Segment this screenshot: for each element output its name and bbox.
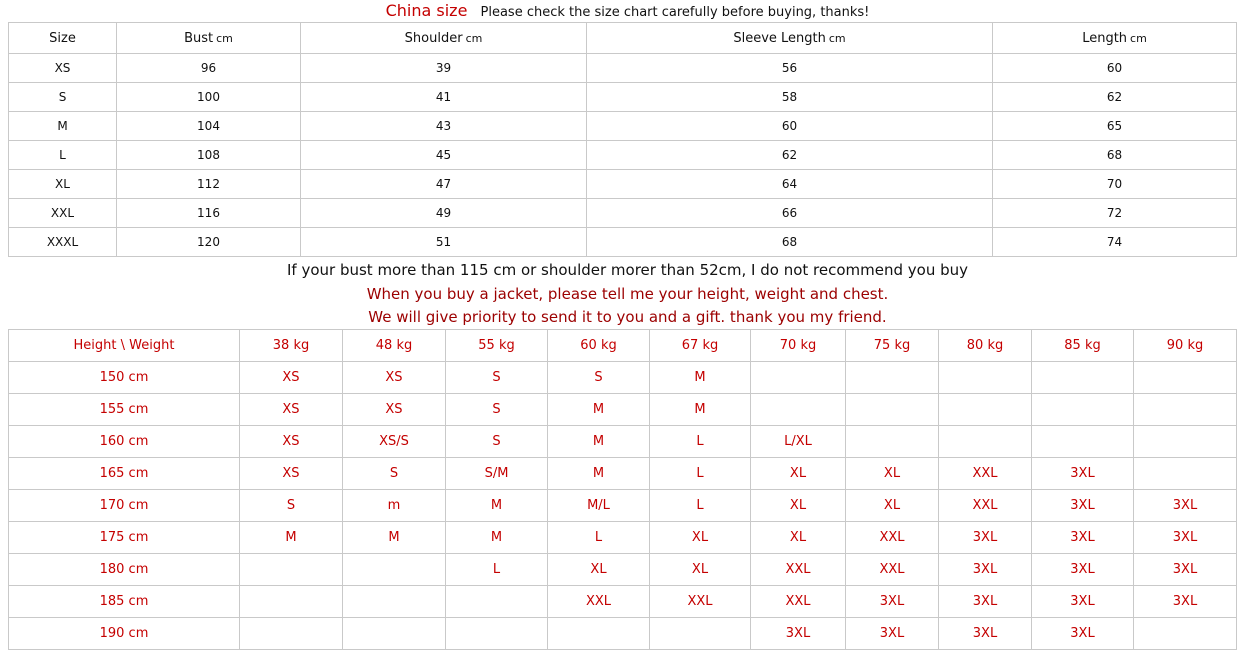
table-row — [9, 170, 1237, 199]
table-row — [9, 490, 1237, 522]
size-chart-header-cell — [301, 23, 587, 54]
size-cell — [1134, 362, 1237, 394]
table-cell: XXXL — [9, 228, 117, 257]
weight-header-cell: 80 kg — [939, 330, 1032, 362]
weight-header-cell: 85 kg — [1032, 330, 1134, 362]
size-cell — [751, 362, 846, 394]
weight-header-cell: 55 kg — [446, 330, 548, 362]
table-cell: 65 — [993, 112, 1237, 141]
size-cell — [1134, 394, 1237, 426]
table-row — [9, 83, 1237, 112]
size-cell — [240, 618, 343, 650]
size-cell: XS — [240, 458, 343, 490]
size-cell: 3XL — [939, 522, 1032, 554]
weight-header-cell: 70 kg — [751, 330, 846, 362]
table-cell: 100 — [117, 83, 301, 112]
size-cell: 3XL — [1134, 554, 1237, 586]
size-cell: XL — [751, 490, 846, 522]
table-row — [9, 522, 1237, 554]
table-cell: 41 — [301, 83, 587, 112]
height-cell: 185 cm — [9, 586, 240, 618]
header-unit: cm — [465, 31, 483, 45]
size-cell — [939, 426, 1032, 458]
table-cell: 56 — [587, 54, 993, 83]
table-row — [9, 426, 1237, 458]
size-cell: XL — [650, 522, 751, 554]
size-cell: m — [343, 490, 446, 522]
table-cell: 62 — [993, 83, 1237, 112]
size-cell: L — [446, 554, 548, 586]
weight-header-cell: 90 kg — [1134, 330, 1237, 362]
table-cell: 64 — [587, 170, 993, 199]
table-cell: 112 — [117, 170, 301, 199]
size-cell: 3XL — [939, 618, 1032, 650]
size-cell: XXL — [846, 554, 939, 586]
table-cell: XXL — [9, 199, 117, 228]
size-cell — [650, 618, 751, 650]
size-cell: M — [240, 522, 343, 554]
size-cell — [446, 618, 548, 650]
size-cell: M — [343, 522, 446, 554]
table-cell: 120 — [117, 228, 301, 257]
table-row — [9, 112, 1237, 141]
size-cell: XS — [240, 394, 343, 426]
size-cell: XS — [343, 362, 446, 394]
table-cell: XL — [9, 170, 117, 199]
size-cell: XXL — [548, 586, 650, 618]
size-cell: S — [446, 426, 548, 458]
table-cell: 43 — [301, 112, 587, 141]
size-cell: XL — [846, 458, 939, 490]
table-cell: 47 — [301, 170, 587, 199]
height-weight-corner: Height \ Weight — [9, 330, 240, 362]
table-cell: 45 — [301, 141, 587, 170]
height-cell: 165 cm — [9, 458, 240, 490]
size-cell — [846, 426, 939, 458]
size-cell: XXL — [939, 490, 1032, 522]
weight-header-row — [9, 330, 1237, 362]
size-cell — [751, 394, 846, 426]
table-row — [9, 54, 1237, 83]
size-cell: M — [446, 490, 548, 522]
header-label: Length — [1082, 30, 1128, 46]
table-row — [9, 141, 1237, 170]
weight-header-cell: 75 kg — [846, 330, 939, 362]
size-cell: XL — [751, 522, 846, 554]
size-cell — [1032, 394, 1134, 426]
size-cell — [1134, 426, 1237, 458]
size-cell: 3XL — [1032, 554, 1134, 586]
size-cell: 3XL — [846, 586, 939, 618]
table-cell: 62 — [587, 141, 993, 170]
size-chart-header-cell — [587, 23, 993, 54]
size-cell: 3XL — [1134, 490, 1237, 522]
table-cell: 60 — [587, 112, 993, 141]
size-chart-header-row — [9, 23, 1237, 54]
size-cell: XS — [240, 426, 343, 458]
height-cell: 180 cm — [9, 554, 240, 586]
size-cell: 3XL — [939, 586, 1032, 618]
table-cell: 70 — [993, 170, 1237, 199]
size-cell: S — [446, 394, 548, 426]
table-cell: 49 — [301, 199, 587, 228]
size-cell: XXL — [751, 554, 846, 586]
size-chart-header-cell — [993, 23, 1237, 54]
size-cell: L — [650, 426, 751, 458]
size-cell: XL — [846, 490, 939, 522]
size-cell: XL — [548, 554, 650, 586]
size-cell: 3XL — [1032, 618, 1134, 650]
priority-gift-text: We will give priority to send it to you and a gift. thank you my friend. — [368, 308, 887, 326]
table-cell: 72 — [993, 199, 1237, 228]
size-cell — [846, 394, 939, 426]
weight-header-cell: 60 kg — [548, 330, 650, 362]
header-unit: cm — [216, 31, 233, 45]
table-row — [9, 199, 1237, 228]
size-cell: XXL — [939, 458, 1032, 490]
size-cell — [548, 618, 650, 650]
size-cell: XXL — [650, 586, 751, 618]
size-cell: M — [548, 394, 650, 426]
size-cell: 3XL — [1134, 522, 1237, 554]
table-cell: 68 — [993, 141, 1237, 170]
table-cell: 39 — [301, 54, 587, 83]
table-row — [9, 362, 1237, 394]
height-cell: 170 cm — [9, 490, 240, 522]
size-cell: M — [650, 362, 751, 394]
header-unit: cm — [1130, 31, 1147, 45]
table-row — [9, 618, 1237, 650]
size-cell: S — [343, 458, 446, 490]
header-label: Size — [49, 30, 76, 46]
size-cell — [1032, 362, 1134, 394]
size-cell: S — [548, 362, 650, 394]
size-cell — [1134, 618, 1237, 650]
size-chart-heading — [0, 0, 1255, 22]
table-cell: S — [9, 83, 117, 112]
table-cell: L — [9, 141, 117, 170]
size-cell: XL — [751, 458, 846, 490]
height-cell: 175 cm — [9, 522, 240, 554]
size-cell: S — [240, 490, 343, 522]
size-cell: 3XL — [1032, 458, 1134, 490]
size-cell: M/L — [548, 490, 650, 522]
table-row — [9, 394, 1237, 426]
bust-warning-text: If your bust more than 115 cm or shoulder morer than 52cm, I do not recommend you buy — [286, 261, 969, 279]
size-cell: XS/S — [343, 426, 446, 458]
height-cell: 190 cm — [9, 618, 240, 650]
size-cell — [343, 618, 446, 650]
table-row — [9, 458, 1237, 490]
table-cell: 68 — [587, 228, 993, 257]
height-cell: 160 cm — [9, 426, 240, 458]
height-cell: 155 cm — [9, 394, 240, 426]
size-cell — [343, 586, 446, 618]
size-cell — [1134, 458, 1237, 490]
size-cell: M — [548, 426, 650, 458]
size-cell — [939, 362, 1032, 394]
size-cell: M — [446, 522, 548, 554]
size-cell: XS — [240, 362, 343, 394]
size-cell: L — [650, 490, 751, 522]
table-row — [9, 228, 1237, 257]
size-cell: 3XL — [1032, 490, 1134, 522]
table-cell: 66 — [587, 199, 993, 228]
header-label: Bust — [184, 30, 214, 46]
size-chart-table — [8, 22, 1237, 257]
size-cell: 3XL — [751, 618, 846, 650]
size-chart-note: Please check the size chart carefully before buying, thanks! — [480, 5, 870, 20]
table-cell: 51 — [301, 228, 587, 257]
table-cell: 116 — [117, 199, 301, 228]
table-row — [9, 586, 1237, 618]
size-cell: 3XL — [846, 618, 939, 650]
size-cell: 3XL — [1032, 522, 1134, 554]
size-cell: L — [650, 458, 751, 490]
height-weight-table — [8, 329, 1237, 650]
size-cell: M — [548, 458, 650, 490]
size-cell: S/M — [446, 458, 548, 490]
weight-header-cell: 38 kg — [240, 330, 343, 362]
size-cell — [939, 394, 1032, 426]
header-label: Shoulder — [404, 30, 463, 46]
weight-header-cell: 48 kg — [343, 330, 446, 362]
size-cell: 3XL — [1134, 586, 1237, 618]
china-size-title: China size — [385, 1, 468, 20]
header-label: Sleeve Length — [733, 30, 826, 46]
size-cell — [240, 554, 343, 586]
table-cell: 108 — [117, 141, 301, 170]
size-chart-header-cell — [9, 23, 117, 54]
size-cell: M — [650, 394, 751, 426]
size-cell: 3XL — [939, 554, 1032, 586]
table-cell: 96 — [117, 54, 301, 83]
table-cell: M — [9, 112, 117, 141]
size-cell: 3XL — [1032, 586, 1134, 618]
size-cell — [846, 362, 939, 394]
table-cell: 104 — [117, 112, 301, 141]
table-cell: XS — [9, 54, 117, 83]
size-cell — [240, 586, 343, 618]
size-cell: XXL — [846, 522, 939, 554]
table-cell: 74 — [993, 228, 1237, 257]
size-cell: L/XL — [751, 426, 846, 458]
size-cell: XS — [343, 394, 446, 426]
jacket-request-text: When you buy a jacket, please tell me your height, weight and chest. — [366, 285, 889, 303]
size-cell: S — [446, 362, 548, 394]
size-cell — [343, 554, 446, 586]
size-cell: XL — [650, 554, 751, 586]
size-cell: XXL — [751, 586, 846, 618]
size-cell — [1032, 426, 1134, 458]
header-unit: cm — [828, 31, 846, 45]
table-cell: 60 — [993, 54, 1237, 83]
table-cell: 58 — [587, 83, 993, 112]
weight-header-cell: 67 kg — [650, 330, 751, 362]
size-chart-header-cell — [117, 23, 301, 54]
height-cell: 150 cm — [9, 362, 240, 394]
size-cell — [446, 586, 548, 618]
table-row — [9, 554, 1237, 586]
size-cell: L — [548, 522, 650, 554]
